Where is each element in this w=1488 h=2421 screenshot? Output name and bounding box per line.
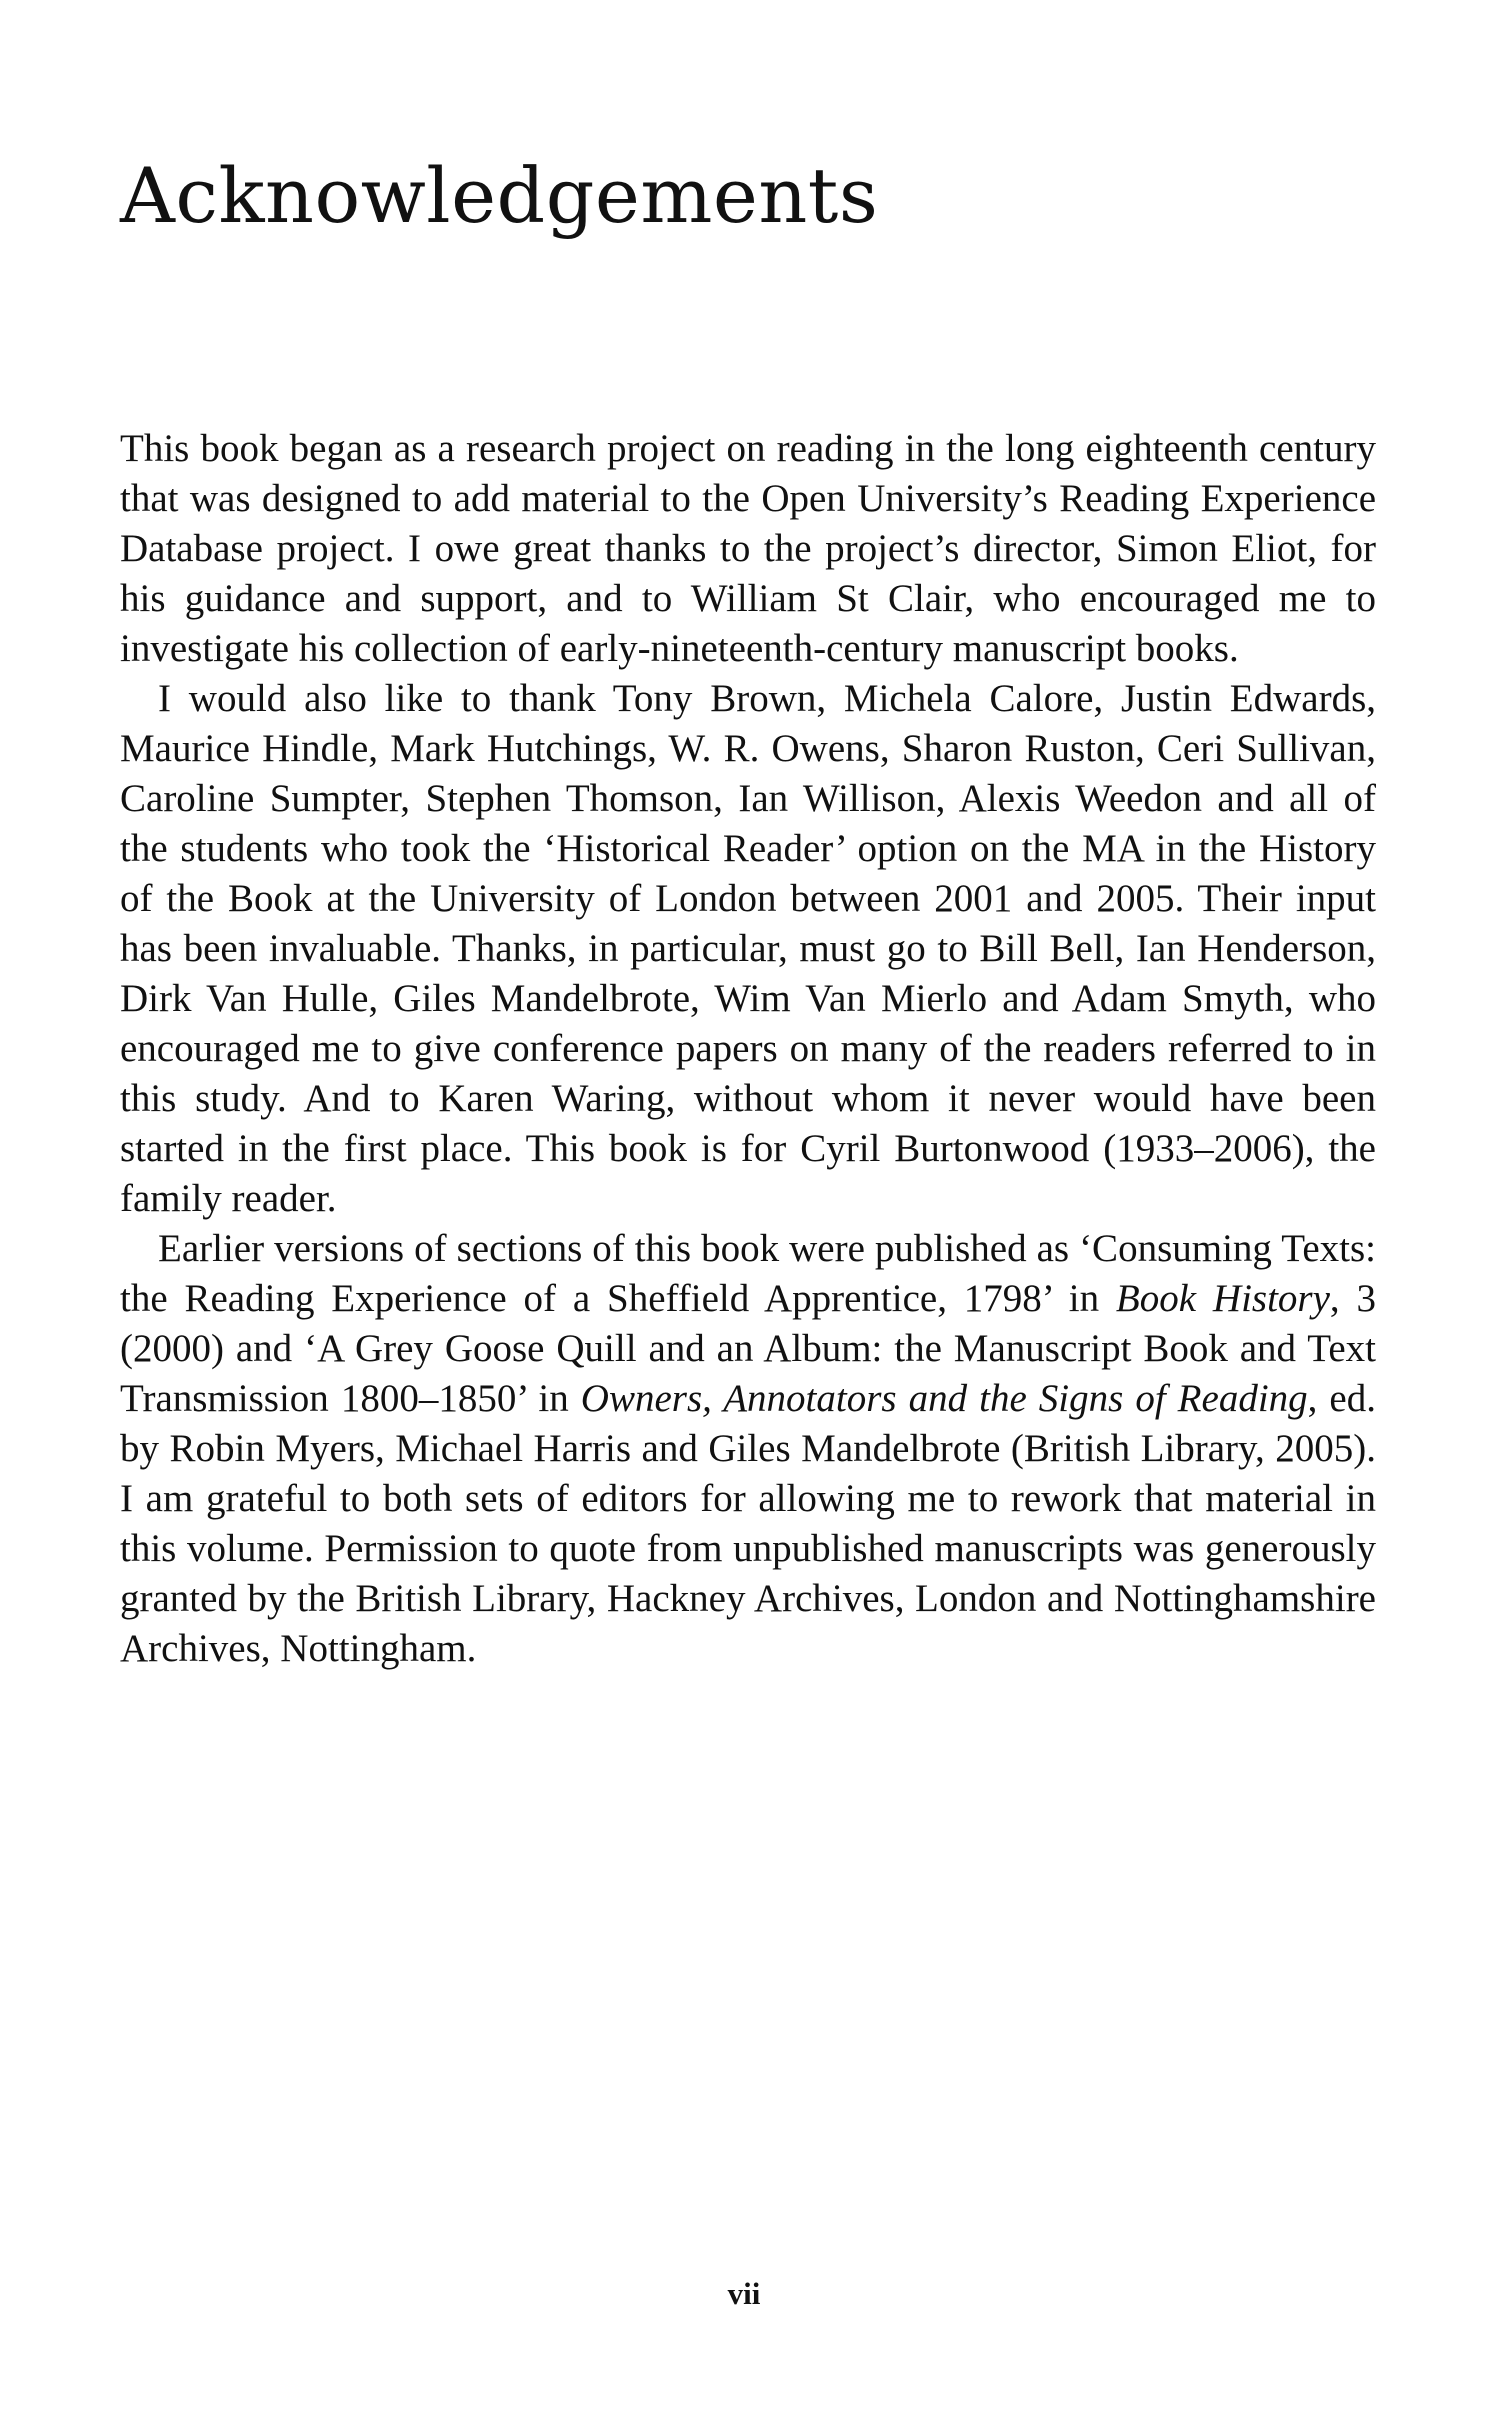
text-run: I would also like to thank Tony Brown, Michela Calore, Justin Edwards, Maurice Hindle, Mark Hutchings, W. R. Owens, Sharon Ruston, Ceri Sullivan, Caroline Sumpter, Stephen Thomson, Ian Willison, Alexis Weedon and all of the students who took the ‘Historical Reader’ option on the MA in the History of the Book at the University of London between 2001 and 2005. Their input has been invaluable. Thanks, in particular, must go to Bill Bell, Ian Henderson, Dirk Van Hulle, Giles Mandelbrote, Wim Van Mierlo and Adam Smyth, who encouraged me to give conference papers on many of the readers referred to in this study. And to Karen Waring, without whom it never would have been started in the first place. This book is for Cyril Burtonwood (1933–2006), the family reader. — [120, 677, 1376, 1220]
text-run: , ed. by Robin Myers, Michael Harris and Giles Mandelbrote (British Library, 2005). I am grateful to both sets of editors for allowing me to rework that material in this volume. Permission to quote from unpublished manuscripts was generously granted by the British Library, Hackney Archives, London and Nottinghamshire Archives, Nottingham. — [120, 1377, 1376, 1670]
text-run: Earlier versions of sections of this book were published as ‘Consuming Texts: the Reading Experience of a Sheffield Apprentice, 1798’ in — [120, 1227, 1376, 1320]
acknowledgements-body — [120, 424, 1376, 1674]
text-run: This book began as a research project on reading in the long eighteenth century that was designed to add material to the Open University’s Reading Experience Database project. I owe great thanks to the project’s director, Simon Eliot, for his guidance and support, and to William St Clair, who encouraged me to investigate his collection of early-nineteenth-century manuscript books. — [120, 427, 1376, 670]
page-number: vii — [727, 2276, 761, 2311]
paragraph — [120, 674, 1376, 1224]
paragraph — [120, 424, 1376, 674]
page-title: Acknowledgements — [120, 151, 879, 240]
italic-title-owners-annotators: Owners, Annotators and the Signs of Reading — [580, 1377, 1308, 1420]
italic-title-book-history: Book History — [1115, 1277, 1330, 1320]
paragraph — [120, 1224, 1376, 1674]
text-run: , 3 (2000) and ‘A Grey Goose Quill and an Album: the Manuscript Book and Text Transmission 1800–1850’ in — [120, 1277, 1376, 1420]
